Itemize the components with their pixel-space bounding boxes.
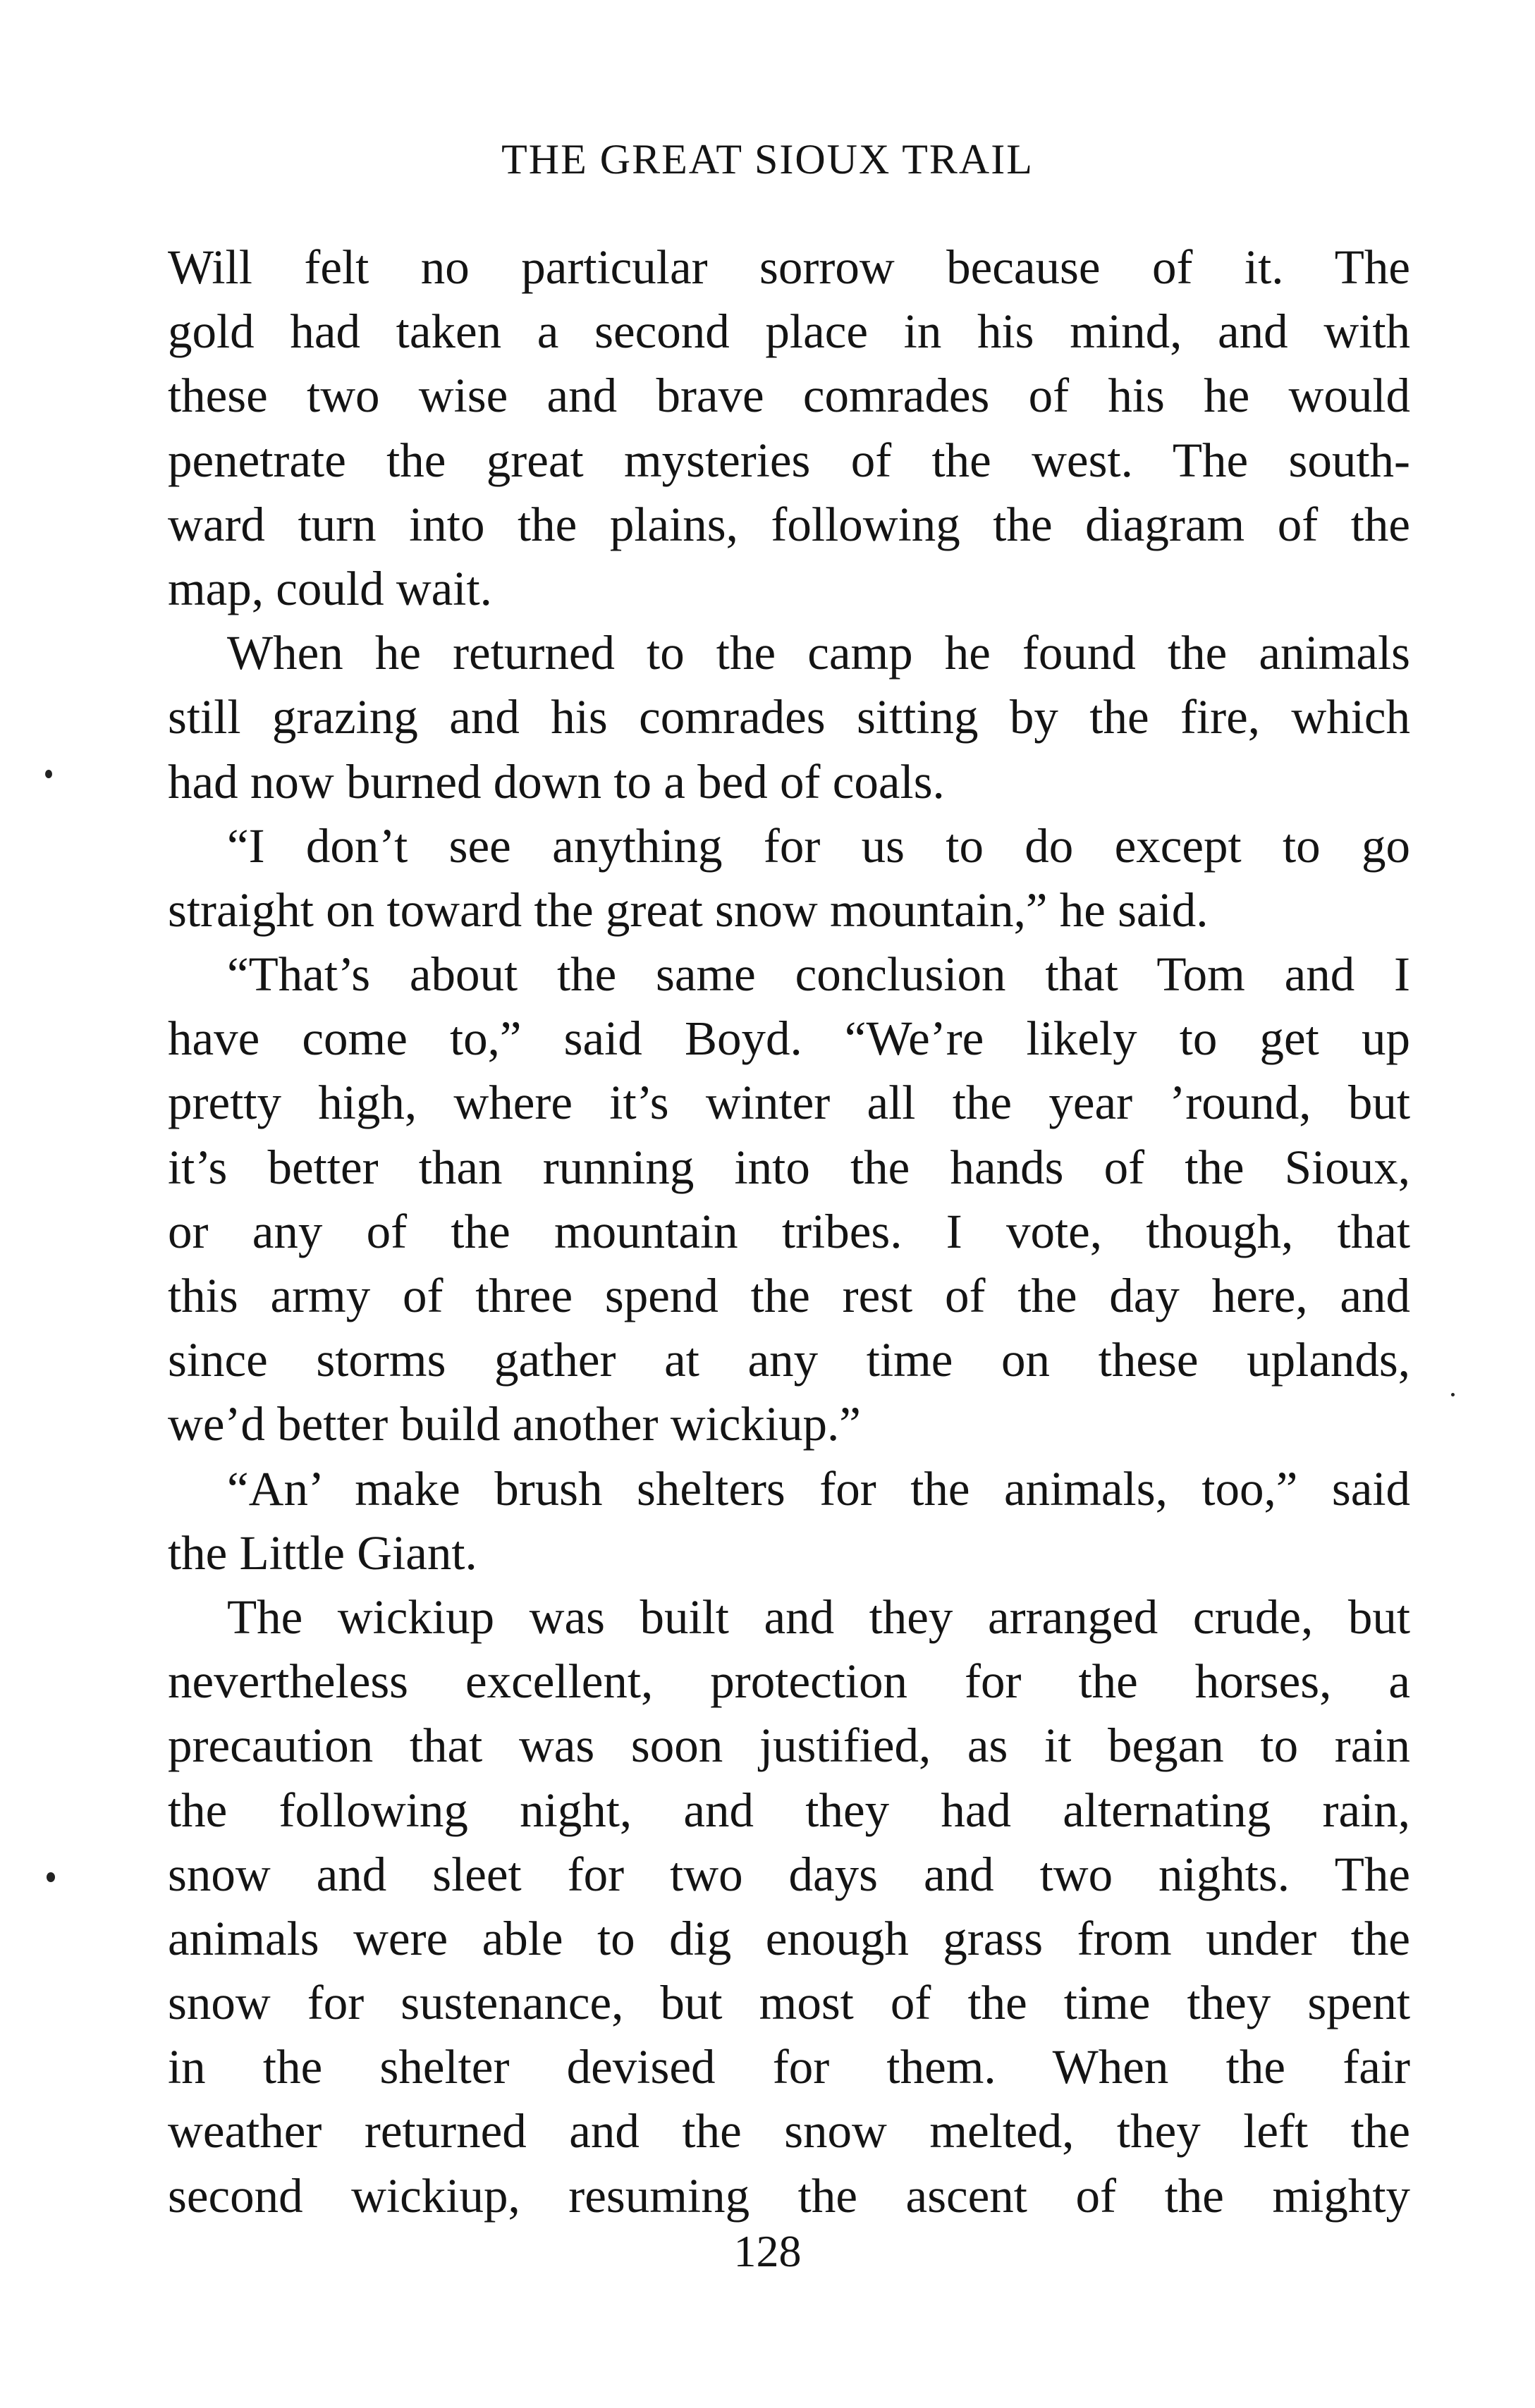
running-head: THE GREAT SIOUX TRAIL [501,136,1034,183]
text-line: weather returned and the snow melted, they left the [168,2104,1410,2158]
paragraph [168,235,1410,621]
paragraph [168,621,1410,814]
text-line: Will felt no particular sorrow because of it. The [168,240,1410,294]
text-line: “That’s about the same conclusion that Tom and I [227,947,1410,1002]
margin-speck [1451,1393,1455,1396]
text-line: penetrate the great mysteries of the west. The south- [168,433,1410,487]
text-line: “An’ make brush shelters for the animals, too,” said [227,1461,1410,1516]
text-line: straight on toward the great snow mountain,” he said. [168,883,1209,937]
text-line: still grazing and his comrades sitting by the fire, which [168,690,1410,744]
paragraph [168,814,1410,942]
text-line: “I don’t see anything for us to do except to go [227,818,1410,873]
text-line: in the shelter devised for them. When the fair [168,2040,1410,2094]
text-line: The wickiup was built and they arranged crude, but [227,1590,1410,1644]
text-line: When he returned to the camp he found the animals [227,626,1410,680]
text-line: snow and sleet for two days and two nights. The [168,1847,1410,1901]
text-line: gold had taken a second place in his mind, and with [168,305,1410,359]
text-line: since storms gather at any time on these uplands, [168,1333,1410,1387]
text-line: the Little Giant. [168,1525,477,1580]
text-line: nevertheless excellent, protection for the horses, a [168,1654,1410,1709]
text-line: we’d better build another wickiup.” [168,1397,861,1451]
body-text [168,235,1410,2228]
text-line: pretty high, where it’s winter all the year ’round, but [168,1076,1410,1130]
text-line: the following night, and they had alternating rain, [168,1783,1410,1837]
text-line: have come to,” said Boyd. “We’re likely to get up [168,1012,1410,1066]
text-line: second wickiup, resuming the ascent of the mighty [168,2168,1410,2223]
page-number: 128 [733,2226,802,2276]
paragraph [168,1585,1410,2228]
text-line: animals were able to dig enough grass from under the [168,1911,1410,1965]
paragraph [168,1457,1410,1585]
text-line: this army of three spend the rest of the day here, and [168,1269,1410,1322]
text-line: snow for sustenance, but most of the time they spent [168,1976,1410,2030]
text-line: it’s better than running into the hands of the Sioux, [168,1140,1410,1194]
margin-speck [47,1872,55,1882]
paragraph [168,942,1410,1457]
text-line: precaution that was soon justified, as it began to rain [168,1719,1410,1773]
text-line: map, could wait. [168,561,492,615]
text-line: ward turn into the plains, following the diagram of the [168,497,1410,551]
text-line: had now burned down to a bed of coals. [168,754,945,809]
text-line: or any of the mountain tribes. I vote, though, that [168,1204,1410,1258]
text-line: these two wise and brave comrades of his he would [168,369,1410,423]
margin-speck [45,770,52,778]
